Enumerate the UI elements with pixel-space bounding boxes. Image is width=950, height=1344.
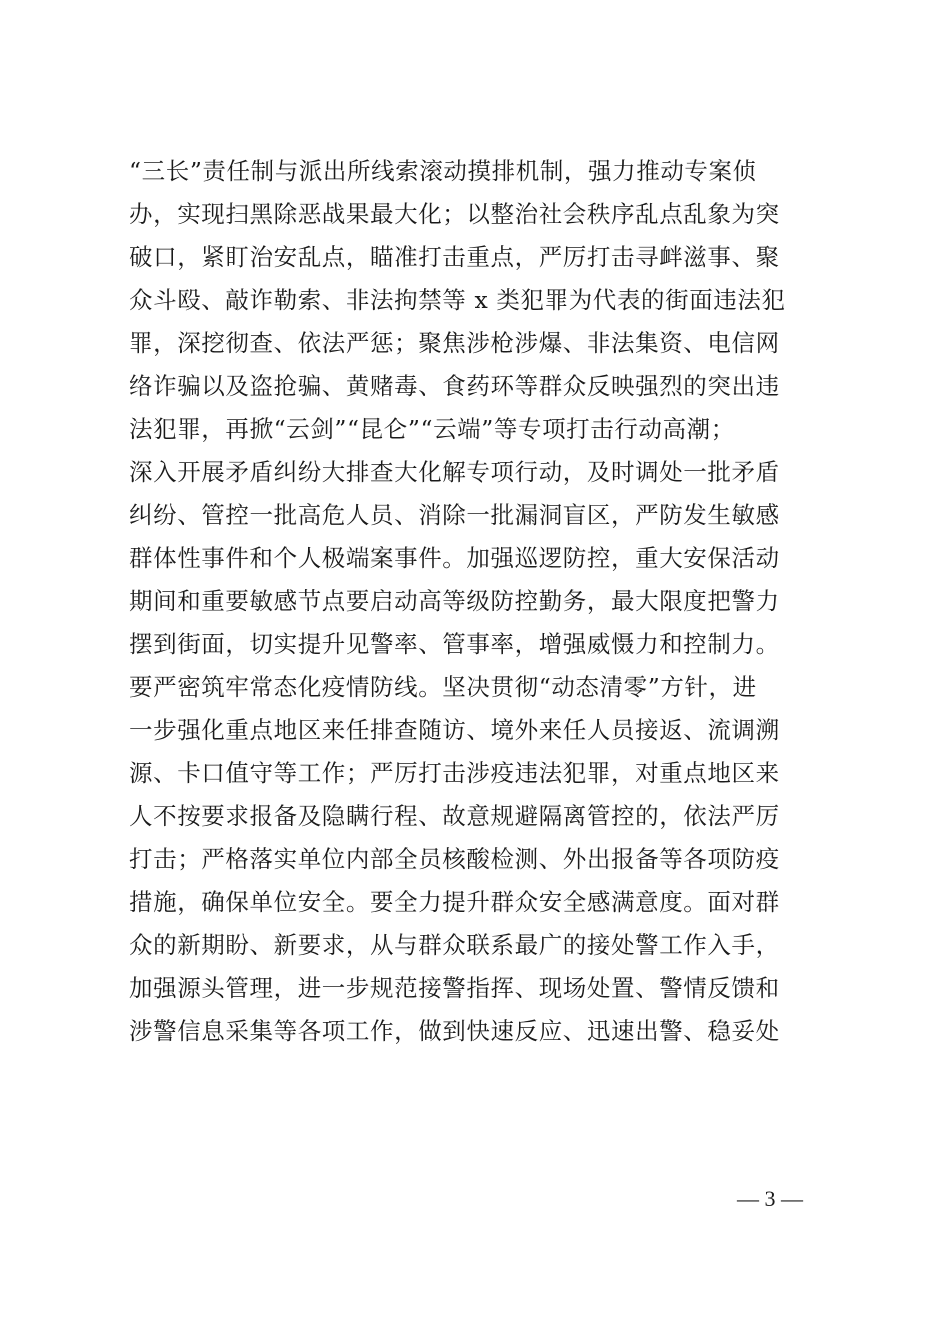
text-line: 摆到街面，切实提升见警率、管事率，增强威慑力和控制力。 (129, 630, 780, 658)
text-line: 措施，确保单位安全。要全力提升群众安全感满意度。面对群 (129, 888, 780, 916)
text-line: 络诈骗以及盗抢骗、黄赌毒、食药环等群众反映强烈的突出违 (129, 372, 780, 400)
text-line: 人不按要求报备及隐瞒行程、故意规避隔离管控的，依法严厉 (129, 802, 780, 830)
text-line: 期间和重要敏感节点要启动高等级防控勤务，最大限度把警力 (129, 587, 780, 615)
text-line: 群体性事件和个人极端案事件。加强巡逻防控，重大安保活动 (129, 544, 780, 572)
text-line: 涉警信息采集等各项工作，做到快速反应、迅速出警、稳妥处 (129, 1017, 780, 1045)
text-line: 纠纷、管控一批高危人员、消除一批漏洞盲区，严防发生敏感 (129, 501, 780, 529)
page-number: — 3 — (737, 1186, 803, 1211)
text-line: 众斗殴、敲诈勒索、非法拘禁等 x 类犯罪为代表的街面违法犯 (129, 286, 786, 314)
text-line: 众的新期盼、新要求，从与群众联系最广的接处警工作入手， (129, 931, 780, 959)
text-line: 要严密筑牢常态化疫情防线。坚决贯彻“动态清零”方针，进 (129, 673, 757, 701)
text-line: 深入开展矛盾纠纷大排查大化解专项行动，及时调处一批矛盾 (129, 458, 780, 486)
text-line: 打击；严格落实单位内部全员核酸检测、外出报备等各项防疫 (129, 845, 780, 873)
text-line: 加强源头管理，进一步规范接警指挥、现场处置、警情反馈和 (129, 974, 780, 1002)
text-line: 破口，紧盯治安乱点，瞄准打击重点，严厉打击寻衅滋事、聚 (129, 243, 780, 271)
text-line: 罪，深挖彻查、依法严惩；聚焦涉枪涉爆、非法集资、电信网 (129, 329, 780, 357)
text-line: 一步强化重点地区来任排查随访、境外来任人员接返、流调溯 (129, 716, 780, 744)
text-line: 办，实现扫黑除恶战果最大化；以整治社会秩序乱点乱象为突 (129, 200, 780, 228)
body-text (129, 150, 829, 1053)
text-line: 源、卡口值守等工作；严厉打击涉疫违法犯罪，对重点地区来 (129, 759, 780, 787)
text-line: “三长”责任制与派出所线索滚动摸排机制，强力推动专案侦 (129, 157, 757, 185)
text-line: 法犯罪，再掀“云剑”“昆仑”“云端”等专项打击行动高潮； (129, 415, 735, 443)
